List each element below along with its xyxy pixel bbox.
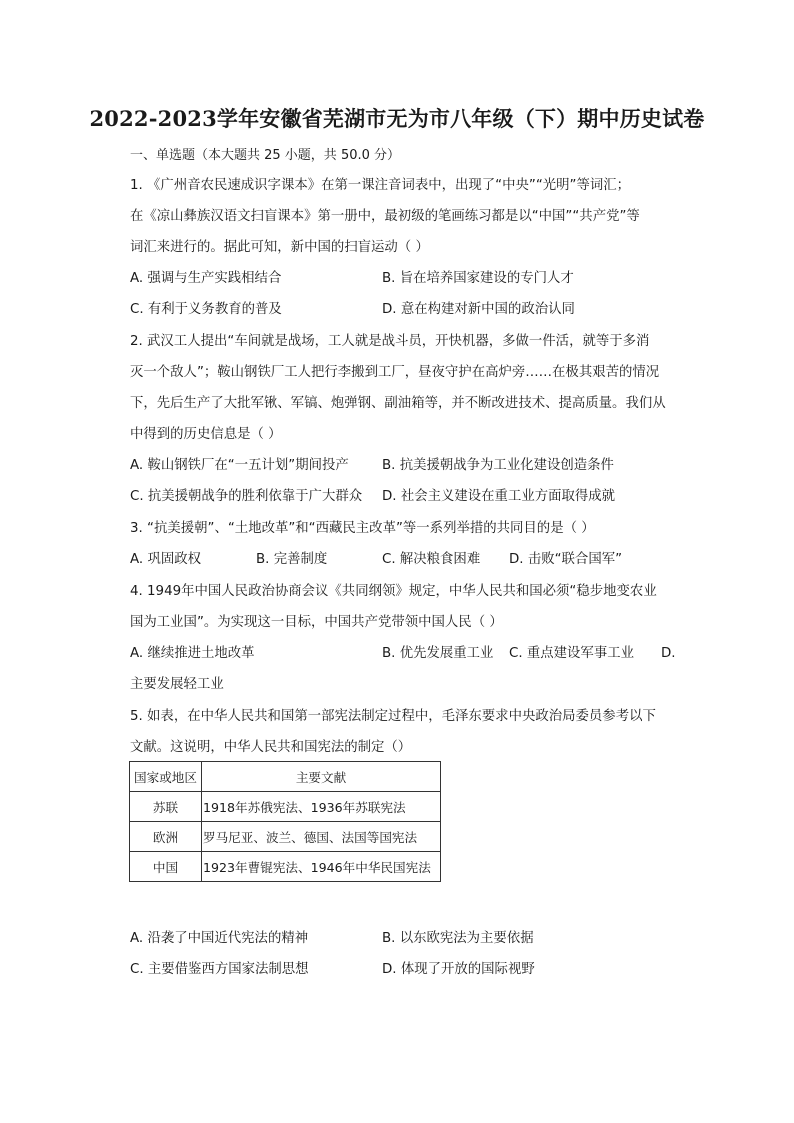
q2-option-c[interactable]: C. 抗美援朝战争的胜利依靠于广大群众 (130, 489, 363, 504)
table-cell-documents: 1918年苏俄宪法、1936年苏联宪法 (202, 792, 441, 822)
table-header-cell: 国家或地区 (130, 762, 202, 792)
q4-option-c[interactable]: C. 重点建设军事工业 (509, 646, 634, 661)
table-cell-documents: 罗马尼亚、波兰、德国、法国等国宪法 (202, 822, 441, 852)
table-cell-documents: 1923年曹锟宪法、1946年中华民国宪法 (202, 852, 441, 882)
q1-option-c[interactable]: C. 有利于义务教育的普及 (130, 302, 282, 317)
table-cell-region: 苏联 (130, 792, 202, 822)
q2-stem-line-4: 中得到的历史信息是（ ） (130, 427, 282, 442)
q5-option-a[interactable]: A. 沿袭了中国近代宪法的精神 (130, 931, 309, 946)
q3-option-b[interactable]: B. 完善制度 (256, 552, 328, 567)
q2-option-d[interactable]: D. 社会主义建设在重工业方面取得成就 (382, 489, 616, 504)
q2-option-b[interactable]: B. 抗美援朝战争为工业化建设创造条件 (382, 458, 614, 473)
table-row (130, 792, 441, 822)
q3-option-d[interactable]: D. 击败“联合国军” (509, 552, 623, 567)
q2-stem-line-1: 2. 武汉工人提出“车间就是战场，工人就是战斗员，开快机器，多做一件活，就等于多消 (130, 334, 650, 349)
q5-option-c[interactable]: C. 主要借鉴西方国家法制思想 (130, 962, 309, 977)
q1-stem-line-2: 在《凉山彝族汉语文扫盲课本》第一册中，最初级的笔画练习都是以“中国”“共产党”等 (130, 209, 640, 224)
q1-stem-line-1: 1. 《广州音农民速成识字课本》在第一课注音词表中，出现了“中央”“光明”等词汇； (130, 178, 631, 193)
q5-option-d[interactable]: D. 体现了开放的国际视野 (382, 962, 535, 977)
table-header-row (130, 762, 441, 792)
table-row (130, 852, 441, 882)
table-row (130, 822, 441, 852)
q2-option-a[interactable]: A. 鞍山钢铁厂在“一五计划”期间投产 (130, 458, 349, 473)
q4-stem-line-2: 国为工业国”。为实现这一目标，中国共产党带领中国人民（ ） (130, 615, 503, 630)
q2-stem-line-2: 灭一个敌人”；鞍山钢铁厂工人把行李搬到工厂，昼夜守护在高炉旁……在极其艰苦的情况 (130, 365, 660, 380)
q5-stem-line-1: 5. 如表，在中华人民共和国第一部宪法制定过程中，毛泽东要求中央政治局委员参考以下 (130, 709, 656, 724)
q4-option-b[interactable]: B. 优先发展重工业 (382, 646, 494, 661)
table-header-cell: 主要文献 (202, 762, 441, 792)
section-heading: 一、单选题（本大题共 25 小题，共 50.0 分） (130, 148, 401, 163)
q3-option-c[interactable]: C. 解决粮食困难 (382, 552, 481, 567)
q4-stem-line-1: 4. 1949年中国人民政治协商会议《共同纲领》规定，中华人民共和国必须“稳步地变农业 (130, 584, 657, 599)
q5-option-b[interactable]: B. 以东欧宪法为主要依据 (382, 931, 534, 946)
q3-option-a[interactable]: A. 巩固政权 (130, 552, 201, 567)
q4-option-a[interactable]: A. 继续推进土地改革 (130, 646, 255, 661)
q2-stem-line-3: 下，先后生产了大批军锹、军镐、炮弹钢、副油箱等，并不断改进技术、提高质量。我们从 (130, 396, 666, 411)
constitution-references-table (129, 761, 441, 882)
table-cell-region: 中国 (130, 852, 202, 882)
q1-option-b[interactable]: B. 旨在培养国家建设的专门人才 (382, 271, 574, 286)
q4-option-d-text[interactable]: 主要发展轻工业 (130, 677, 224, 692)
table-cell-region: 欧洲 (130, 822, 202, 852)
q1-option-d[interactable]: D. 意在构建对新中国的政治认同 (382, 302, 575, 317)
q5-stem-line-2: 文献。这说明，中华人民共和国宪法的制定（） (130, 740, 412, 755)
q1-stem-line-3: 词汇来进行的。据此可知，新中国的扫盲运动（ ） (130, 240, 429, 255)
q1-option-a[interactable]: A. 强调与生产实践相结合 (130, 271, 282, 286)
q4-option-d-label[interactable]: D. (661, 646, 676, 661)
q3-stem-line-1: 3. “抗美援朝”、“土地改革”和“西藏民主改革”等一系列举措的共同目的是（ ） (130, 521, 595, 536)
page-title: 2022-2023学年安徽省芜湖市无为市八年级（下）期中历史试卷 (89, 106, 705, 131)
